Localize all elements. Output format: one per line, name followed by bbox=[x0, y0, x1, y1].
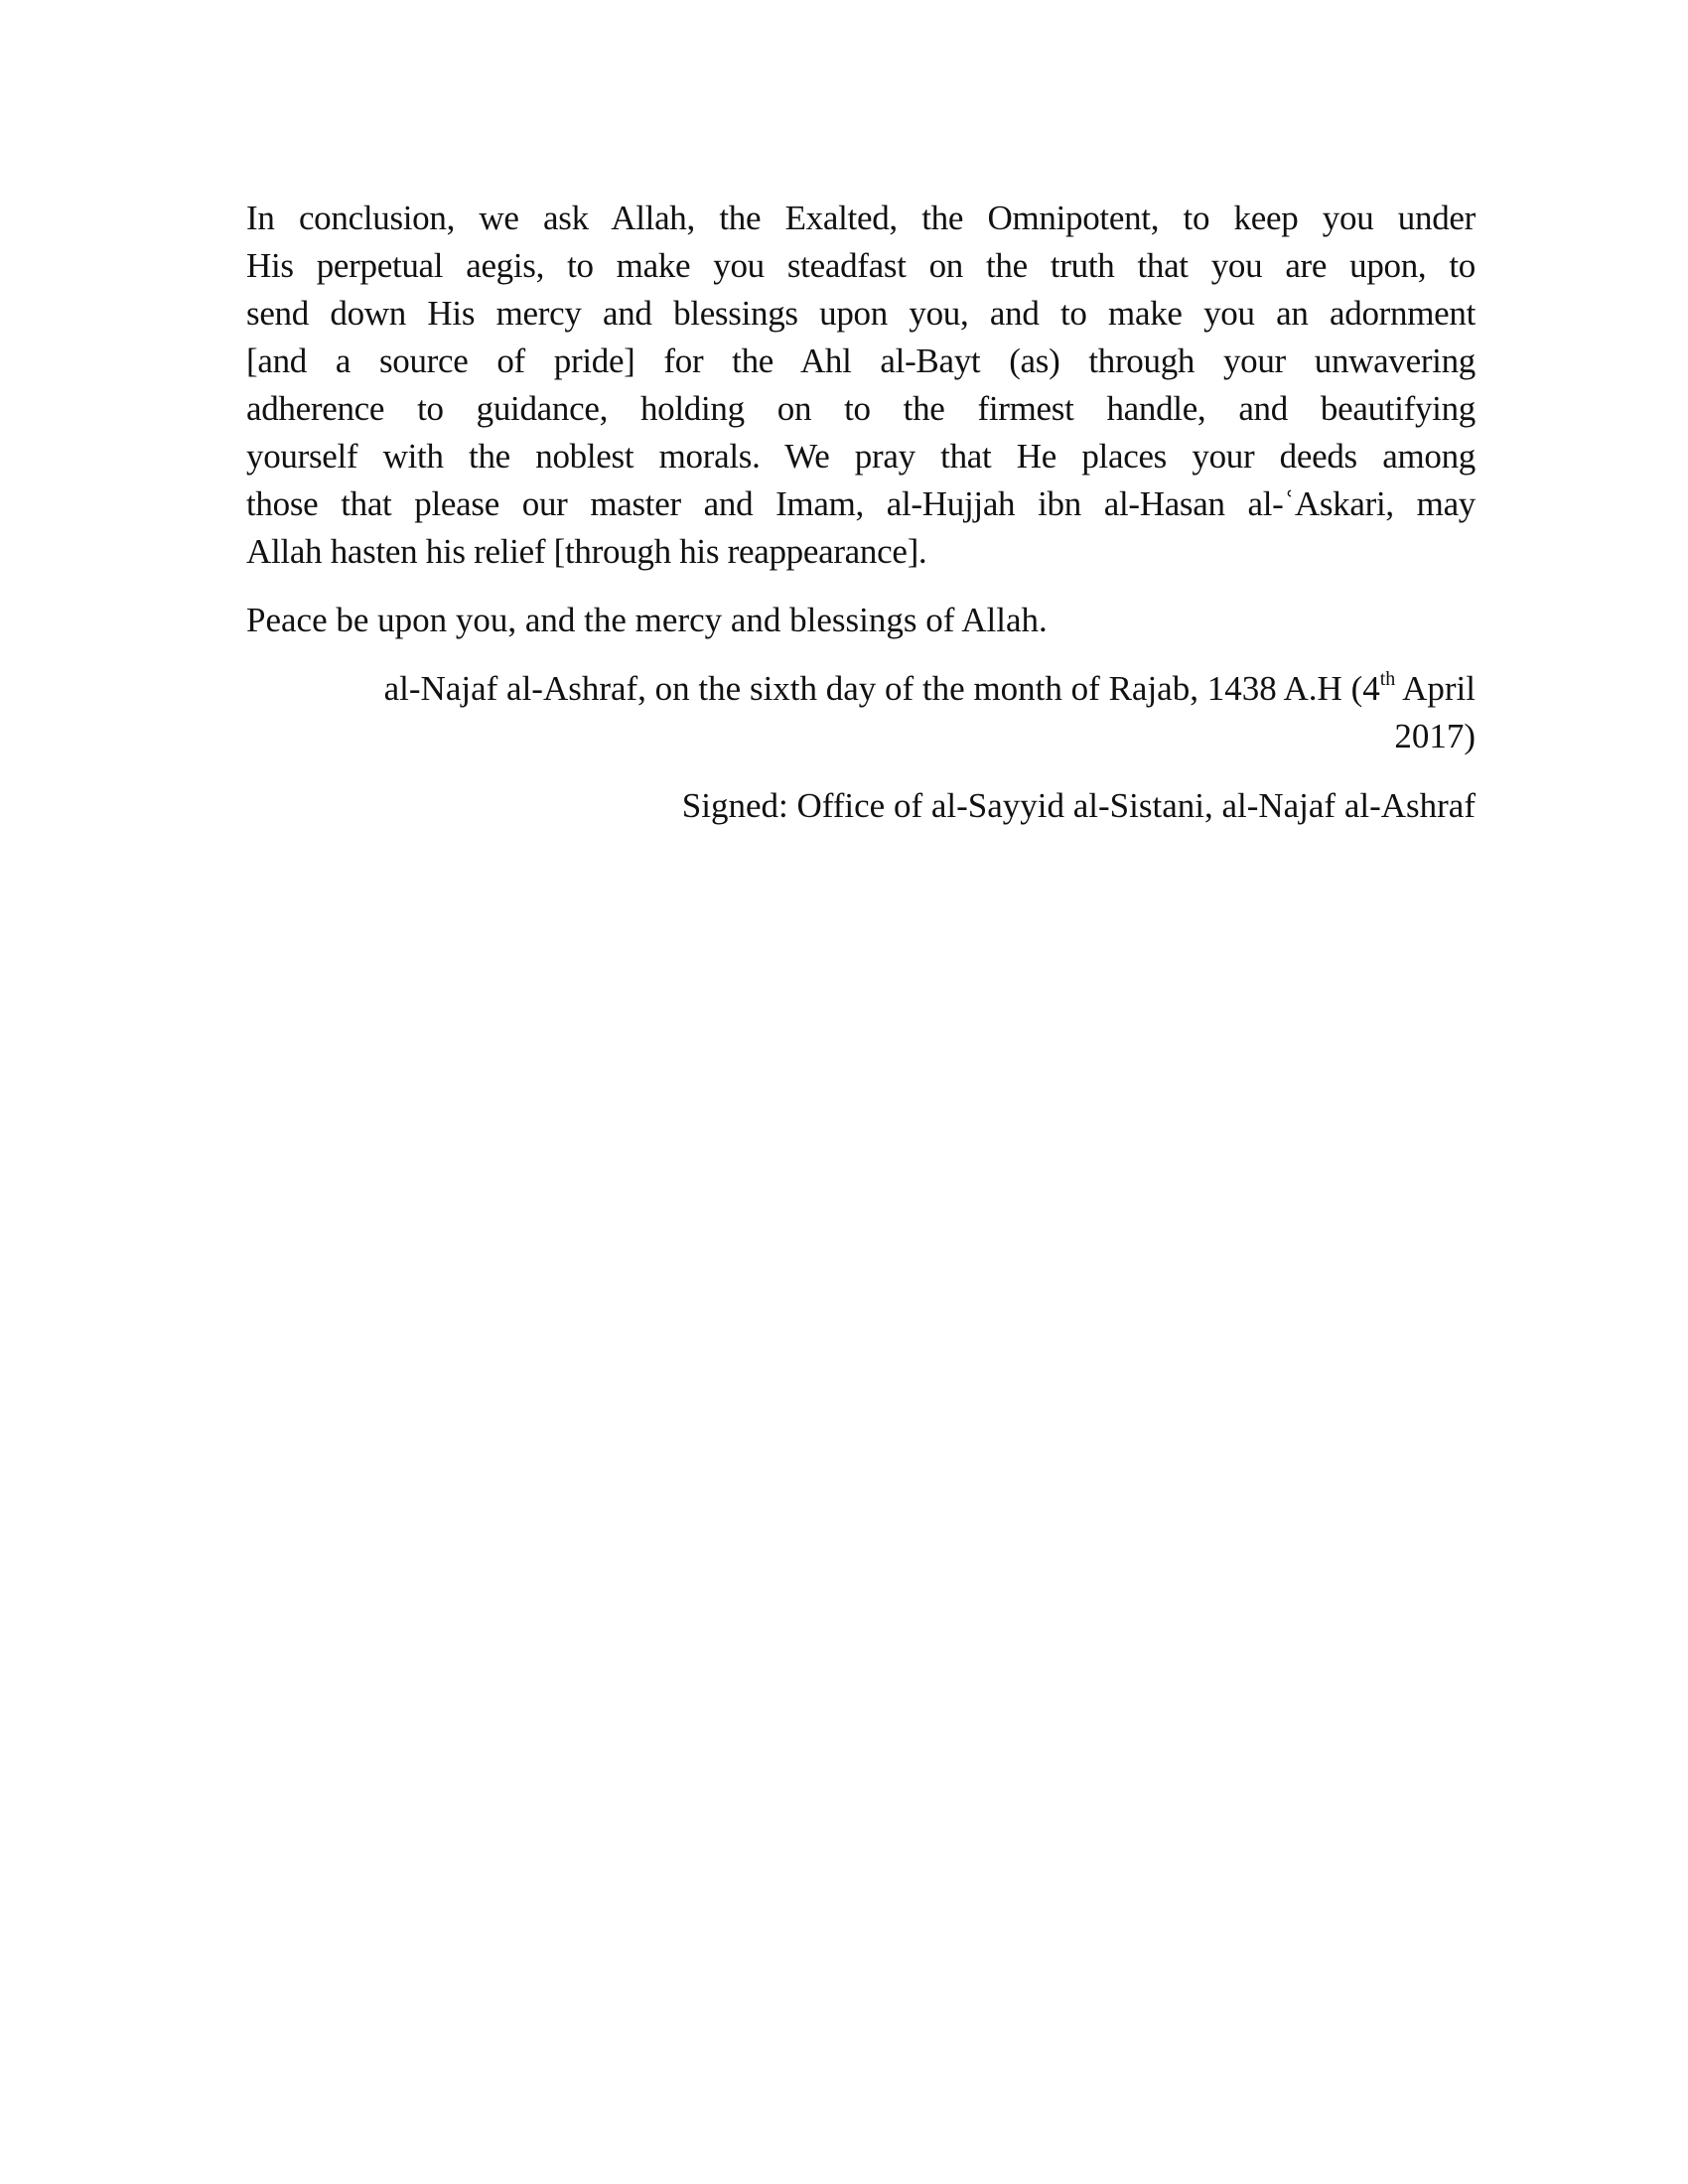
text-line: adherence to guidance, holding on to the firmest handle, and beautifying bbox=[246, 389, 1476, 428]
date-year: 2017) bbox=[1394, 717, 1476, 755]
date-text: al-Najaf al-Ashraf, on the sixth day of the month of Rajab, 1438 A.H (4 bbox=[383, 669, 1380, 708]
text-line: send down His mercy and blessings upon you, and to make you an adornment bbox=[246, 294, 1476, 333]
date-month: April bbox=[1395, 669, 1476, 708]
text-line: In conclusion, we ask Allah, the Exalted, the Omnipotent, to keep you under bbox=[246, 199, 1476, 237]
text-line: His perpetual aegis, to make you steadfast on the truth that you are upon, to bbox=[246, 246, 1476, 285]
closing-paragraph bbox=[246, 195, 1476, 576]
date-line bbox=[246, 665, 1476, 760]
text-line: Allah hasten his relief [through his reappearance]. bbox=[246, 532, 927, 571]
text-line: yourself with the noblest morals. We pray that He places your deeds among bbox=[246, 437, 1476, 476]
salutation: Peace be upon you, and the mercy and blessings of Allah. bbox=[246, 601, 1048, 639]
ordinal-suffix: th bbox=[1379, 668, 1396, 690]
text-line: [and a source of pride] for the Ahl al-Bayt (as) through your unwavering bbox=[246, 341, 1476, 380]
text-line: those that please our master and Imam, al-Hujjah ibn al-Hasan al-ʿAskari, may bbox=[246, 484, 1476, 523]
signature: Signed: Office of al-Sayyid al-Sistani, al-Najaf al-Ashraf bbox=[681, 786, 1476, 825]
